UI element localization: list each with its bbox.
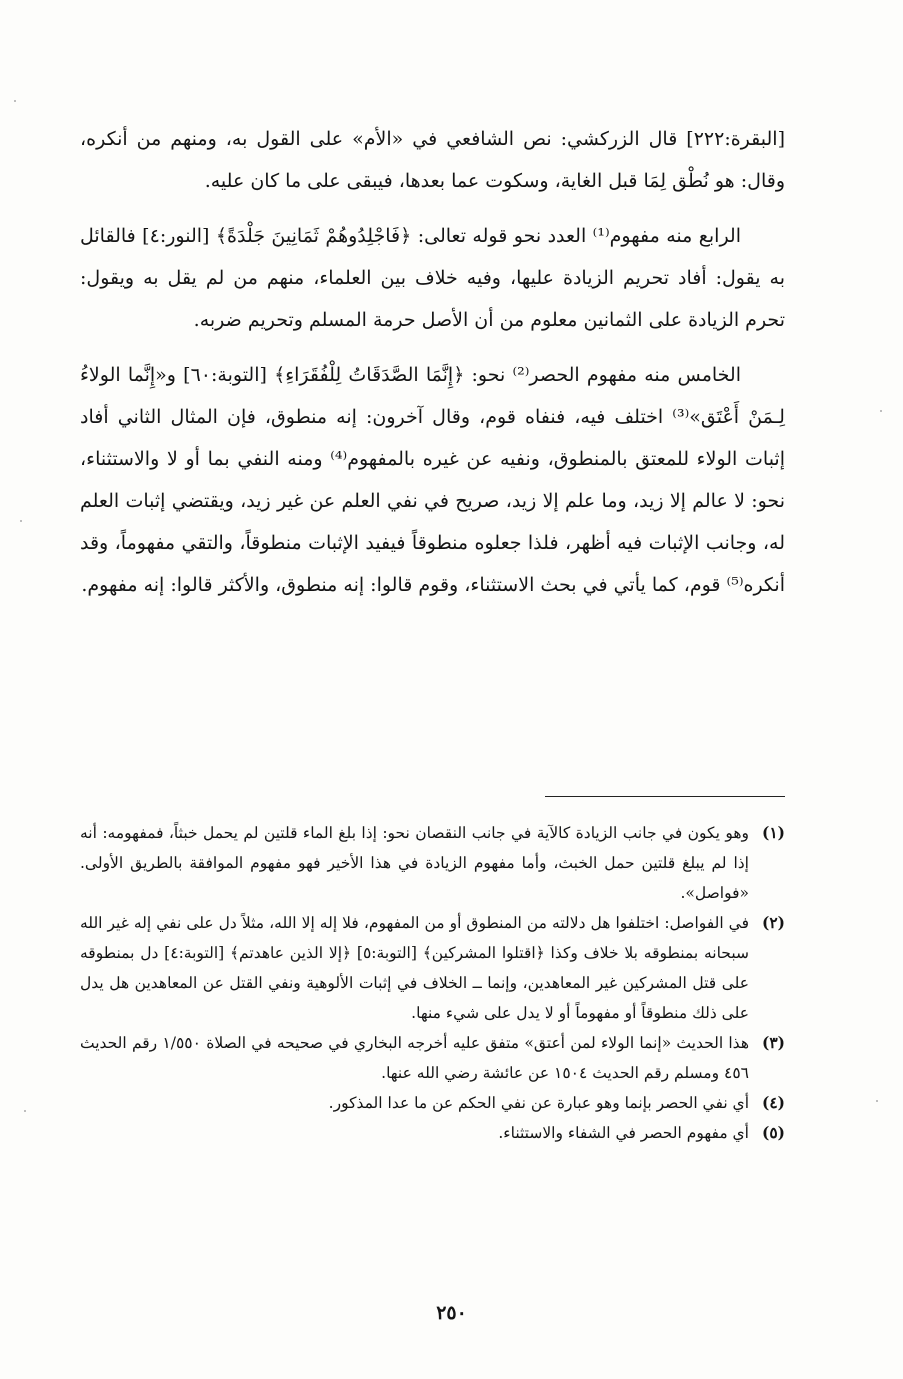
footnote-3 (80, 1028, 785, 1088)
scan-speck (24, 1110, 26, 1112)
footnote-text: وهو يكون في جانب الزيادة كالآية في جانب النقصان نحو: إذا بلغ الماء قلتين لم يحمل خبثاً، فمفهومه: أنه إذا لم يبلغ قلتين حمل الخبث، وأما مفهوم الزيادة في هذا الأخير فهو مفهوم الموافقة بالطريق الأولى. «فواصل». (80, 824, 749, 902)
footnote-number: (١) (761, 823, 785, 842)
footnote-text: أي مفهوم الحصر في الشفاء والاستثناء. (498, 1124, 749, 1142)
footnote-text: أي نفي الحصر بإنما وهو عبارة عن نفي الحكم عن ما عدا المذكور. (328, 1094, 749, 1112)
footnote-4 (80, 1088, 785, 1118)
main-text (80, 118, 785, 619)
footnote-text: في الفواصل: اختلفوا هل دلالته من المنطوق أو من المفهوم، فلا إله إلا الله، مثلاً دل على نفي إله غير الله سبحانه بمنطوقه بلا خلاف وكذا ﴿اقتلوا المشركين﴾ [التوبة:٥] ﴿إلا الذين عاهدتم﴾ [التوبة:٤] دل بمنطوقه على قتل المشركين غير المعاهدين، وإنما ــ الخلاف في إثبات الألوهية ونفي القتل عن المعاهدين هل يدل على ذلك منطوقاً أو مفهوماً أو لا يدل على شيء منها. (80, 914, 749, 1022)
footnote-number: (٤) (761, 1093, 785, 1112)
scan-speck (14, 100, 16, 102)
footnote-text: هذا الحديث «إنما الولاء لمن أعتق» متفق عليه أخرجه البخاري في صحيحه في الصلاة ١/٥٥٠ رقم الحديث ٤٥٦ ومسلم رقم الحديث ١٥٠٤ عن عائشة رضي الله عنها. (80, 1034, 749, 1082)
footnote-number: (٢) (761, 913, 785, 932)
scan-speck (876, 1100, 878, 1102)
footnote-5 (80, 1118, 785, 1148)
scan-speck (20, 520, 22, 522)
page-number: ٢٥٠ (436, 1302, 467, 1324)
footnote-2 (80, 908, 785, 1028)
footnote-divider (545, 796, 785, 797)
footnotes (80, 818, 785, 1148)
scan-speck (880, 410, 882, 412)
paragraph-2: الرابع منه مفهوم⁽¹⁾ العدد نحو قوله تعالى: ﴿فَاجْلِدُوهُمْ ثَمَانِينَ جَلْدَةً﴾ [النور:٤] فالقائل به يقول: أفاد تحريم الزيادة عليها، وفيه خلاف بين العلماء، منهم من لم يقل به ويقول: تحرم الزيادة على الثمانين معلوم من أن الأصل حرمة المسلم وتحريم ضربه. (80, 225, 785, 331)
paragraph-1: [البقرة:٢٢٢] قال الزركشي: نص الشافعي في «الأم» على القول به، ومنهم من أنكره، وقال: هو نُطْق لِمَا قبل الغاية، وسكوت عما بعدها، فيبقى على ما كان عليه. (80, 128, 785, 192)
footnote-number: (٣) (761, 1033, 785, 1052)
footnote-number: (٥) (761, 1123, 785, 1142)
paragraph-3: الخامس منه مفهوم الحصر⁽²⁾ نحو: ﴿إِنَّمَا الصَّدَقَاتُ لِلْفُقَرَاءِ﴾ [التوبة:٦٠] و«إِنَّما الولاءُ لِـمَنْ أَعْتَق»⁽³⁾ اختلف فيه، فنفاه قوم، وقال آخرون: إنه منطوق، فإن المثال الثاني أفاد إثبات الولاء للمعتق بالمنطوق، ونفيه عن غيره بالمفهوم⁽⁴⁾ ومنه النفي بما أو لا والاستثناء، نحو: لا عالم إلا زيد، وما علم إلا زيد، صريح في نفي العلم عن غير زيد، ويقتضي إثبات العلم له، وجانب الإثبات فيه أظهر، فلذا جعلوه منطوقاً فيفيد الإثبات منطوقاً، والتقي مفهوماً، وقد أنكره⁽⁵⁾ قوم، كما يأتي في بحث الاستثناء، وقوم قالوا: إنه منطوق، والأكثر قالوا: إنه مفهوم. (80, 364, 785, 596)
footnote-1 (80, 818, 785, 908)
